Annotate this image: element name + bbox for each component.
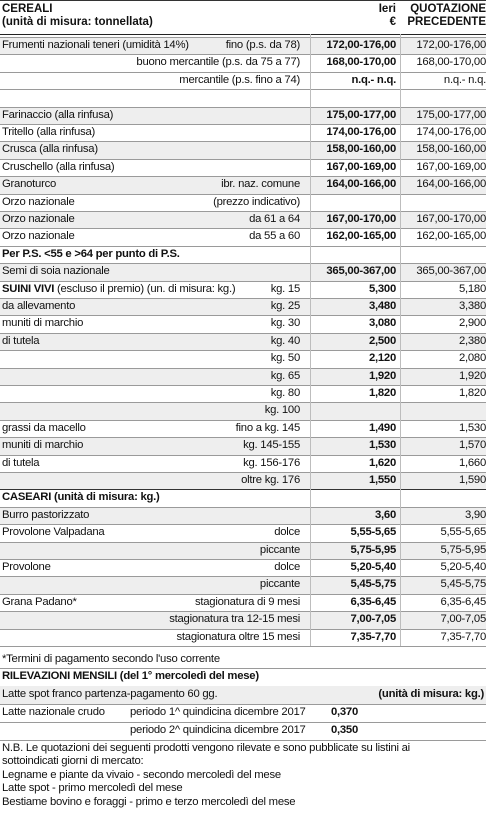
row-prec-value: 174,00-176,00 bbox=[416, 126, 486, 138]
row-prec-value: 175,00-177,00 bbox=[416, 108, 486, 121]
table-row bbox=[0, 107, 486, 125]
row-product: muniti di marchio bbox=[2, 439, 84, 452]
row-rule bbox=[0, 281, 486, 282]
table-row bbox=[0, 263, 486, 281]
monthly-unit: (unità di misura: kg.) bbox=[378, 688, 484, 700]
row-rule bbox=[0, 37, 486, 38]
table-row bbox=[0, 54, 486, 72]
table-row bbox=[0, 159, 486, 177]
row-spec: stagionatura oltre 15 mesi bbox=[176, 630, 300, 643]
row-product: Cruschello (alla rinfusa) bbox=[2, 160, 115, 173]
row-product: Grana Padano* bbox=[2, 595, 77, 608]
monthly-row-3 bbox=[0, 722, 486, 740]
row-rule bbox=[0, 524, 486, 525]
row-rule bbox=[0, 141, 486, 142]
row-prec-value: 1,590 bbox=[458, 474, 486, 486]
row-spec: kg. 25 bbox=[270, 300, 300, 312]
row-product: Semi di soia nazionale bbox=[2, 265, 110, 278]
row-rule bbox=[0, 594, 486, 595]
row-spec: (prezzo indicativo) bbox=[213, 195, 300, 208]
row-prec-value: n.q.- n.q. bbox=[443, 73, 486, 86]
row-prec-value bbox=[400, 246, 486, 264]
row-prec-value: 168,00-170,00 bbox=[416, 56, 486, 69]
monthly-value: 0,370 bbox=[330, 706, 358, 718]
row-ieri-value: 365,00-367,00 bbox=[326, 265, 396, 278]
row-product: CASEARI (unità di misura: kg.) bbox=[2, 491, 160, 504]
column-divider bbox=[400, 34, 401, 646]
row-spec: da 61 a 64 bbox=[249, 213, 300, 225]
row-rule bbox=[0, 72, 486, 73]
row-ieri-value bbox=[310, 489, 396, 507]
row-spec: oltre kg. 176 bbox=[241, 474, 300, 486]
row-rule bbox=[0, 107, 486, 108]
row-prec-value: 162,00-165,00 bbox=[416, 230, 486, 243]
row-rule bbox=[0, 246, 486, 247]
row-ieri-value: 168,00-170,00 bbox=[326, 56, 396, 69]
row-rule bbox=[0, 507, 486, 508]
row-spec: kg. 40 bbox=[270, 334, 300, 347]
row-product: Crusca (alla rinfusa) bbox=[2, 143, 98, 156]
table-row bbox=[0, 385, 486, 403]
row-spec: kg. 15 bbox=[270, 282, 300, 295]
row-rule bbox=[0, 542, 486, 543]
row-ieri-value bbox=[310, 246, 396, 264]
monthly-title-row bbox=[0, 668, 486, 686]
footnote-terms bbox=[0, 651, 486, 669]
top-rule bbox=[0, 0, 486, 1]
table-row bbox=[0, 576, 486, 594]
table-row bbox=[0, 333, 486, 351]
table-row bbox=[0, 211, 486, 229]
table-row bbox=[0, 246, 486, 264]
rule bbox=[0, 740, 486, 741]
row-prec-value: 167,00-170,00 bbox=[416, 213, 486, 225]
row-prec-value: 2,900 bbox=[458, 317, 486, 330]
table-row bbox=[0, 542, 486, 560]
row-product: Orzo nazionale bbox=[2, 213, 75, 225]
row-prec-value: 7,35-7,70 bbox=[440, 630, 486, 643]
row-prec-value: 1,820 bbox=[458, 387, 486, 399]
row-product: Tritello (alla rinfusa) bbox=[2, 126, 96, 138]
table-row bbox=[0, 124, 486, 142]
col-ieri-currency: € bbox=[389, 16, 396, 28]
table-row bbox=[0, 281, 486, 299]
table-row bbox=[0, 455, 486, 473]
row-rule bbox=[0, 402, 486, 403]
row-prec-value: 3,380 bbox=[458, 300, 486, 312]
column-divider bbox=[310, 34, 311, 646]
row-spec: kg. 50 bbox=[270, 352, 300, 365]
row-spec: buono mercantile (p.s. da 75 a 77) bbox=[136, 56, 300, 69]
table-row bbox=[0, 350, 486, 368]
row-ieri-value: 175,00-177,00 bbox=[326, 108, 396, 121]
col-ieri-label: Ieri bbox=[378, 3, 396, 15]
row-product: da allevamento bbox=[2, 300, 76, 312]
footnote-text: *Termini di pagamento secondo l'uso corrente bbox=[2, 653, 220, 665]
table-row bbox=[0, 524, 486, 542]
row-ieri-value bbox=[310, 194, 396, 212]
row-rule bbox=[0, 472, 486, 473]
row-prec-value: 5,20-5,40 bbox=[440, 561, 486, 573]
table-row bbox=[0, 141, 486, 159]
row-prec-value: 6,35-6,45 bbox=[440, 595, 486, 608]
row-spec: piccante bbox=[259, 543, 300, 556]
row-rule bbox=[0, 211, 486, 212]
row-prec-value: 1,570 bbox=[458, 439, 486, 452]
row-ieri-value: 1,550 bbox=[368, 474, 396, 486]
row-ieri-value: 158,00-160,00 bbox=[326, 143, 396, 156]
row-rule bbox=[0, 455, 486, 456]
row-product: Burro pastorizzato bbox=[2, 508, 90, 521]
row-rule bbox=[0, 629, 486, 630]
row-ieri-value: 3,480 bbox=[368, 300, 396, 312]
monthly-period: periodo 1^ quindicina dicembre 2017 bbox=[130, 706, 306, 718]
row-ieri-value: 1,490 bbox=[368, 421, 396, 434]
row-product: Provolone bbox=[2, 561, 51, 573]
row-ieri-value: 6,35-6,45 bbox=[350, 595, 396, 608]
row-prec-value: 365,00-367,00 bbox=[416, 265, 486, 278]
row-spec: ibr. naz. comune bbox=[221, 178, 300, 191]
row-prec-value: 1,920 bbox=[458, 369, 486, 382]
row-rule bbox=[0, 611, 486, 612]
row-product: Orzo nazionale bbox=[2, 230, 75, 243]
row-prec-value: 172,00-176,00 bbox=[416, 39, 486, 51]
row-ieri-value: 162,00-165,00 bbox=[326, 230, 396, 243]
row-ieri-value: n.q.- n.q. bbox=[351, 73, 396, 86]
col-prec-header bbox=[400, 3, 486, 29]
row-prec-value: 5,75-5,95 bbox=[440, 543, 486, 556]
header-rule bbox=[0, 34, 486, 35]
row-product: Orzo nazionale bbox=[2, 195, 75, 208]
row-prec-value bbox=[400, 489, 486, 507]
row-prec-value: 158,00-160,00 bbox=[416, 143, 486, 156]
row-product: grassi da macello bbox=[2, 421, 86, 434]
row-product: Per P.S. <55 e >64 per punto di P.S. bbox=[2, 247, 180, 260]
table-row bbox=[0, 507, 486, 525]
row-rule bbox=[0, 576, 486, 577]
section-label: SUINI VIVI bbox=[2, 282, 55, 295]
row-ieri-value: 3,080 bbox=[368, 317, 396, 330]
row-rule bbox=[0, 420, 486, 421]
row-rule bbox=[0, 333, 486, 334]
table-row bbox=[0, 89, 486, 107]
row-prec-value: 164,00-166,00 bbox=[416, 178, 486, 191]
row-rule bbox=[0, 489, 486, 490]
row-spec: dolce bbox=[274, 526, 300, 539]
row-product: Frumenti nazionali teneri (umidità 14%) bbox=[2, 39, 189, 51]
row-rule bbox=[0, 194, 486, 195]
row-ieri-value: 2,120 bbox=[368, 352, 396, 365]
row-product: Provolone Valpadana bbox=[2, 526, 105, 539]
row-ieri-value bbox=[310, 89, 396, 107]
row-ieri-value: 5,45-5,75 bbox=[350, 578, 396, 591]
notes-block bbox=[2, 742, 486, 809]
row-product: di tutela bbox=[2, 456, 40, 469]
row-prec-value: 167,00-169,00 bbox=[416, 160, 486, 173]
row-ieri-value: 1,820 bbox=[368, 387, 396, 399]
monthly-value: 0,350 bbox=[330, 724, 358, 736]
row-prec-value: 1,530 bbox=[458, 421, 486, 434]
row-ieri-value: 3,60 bbox=[375, 508, 396, 521]
row-rule bbox=[0, 124, 486, 125]
row-spec: dolce bbox=[274, 561, 300, 573]
row-rule bbox=[0, 385, 486, 386]
row-rule bbox=[0, 368, 486, 369]
row-rule bbox=[0, 559, 486, 560]
row-product: Granoturco bbox=[2, 178, 57, 191]
monthly-title: RILEVAZIONI MENSILI (del 1° mercoledì del mese) bbox=[2, 670, 259, 682]
table-row bbox=[0, 298, 486, 316]
row-ieri-value: 172,00-176,00 bbox=[326, 39, 396, 51]
row-rule bbox=[0, 298, 486, 299]
table-row bbox=[0, 594, 486, 612]
row-rule bbox=[0, 437, 486, 438]
table-row bbox=[0, 37, 486, 55]
row-ieri-value: 5,55-5,65 bbox=[350, 526, 396, 539]
row-product: Farinaccio (alla rinfusa) bbox=[2, 108, 114, 121]
row-ieri-value: 167,00-169,00 bbox=[326, 160, 396, 173]
row-spec: kg. 145-155 bbox=[243, 439, 300, 452]
row-spec: fino (p.s. da 78) bbox=[225, 39, 300, 51]
row-ieri-value bbox=[310, 402, 396, 420]
table-row bbox=[0, 472, 486, 490]
row-ieri-value: 174,00-176,00 bbox=[326, 126, 396, 138]
row-rule bbox=[0, 176, 486, 177]
row-product: muniti di marchio bbox=[2, 317, 84, 330]
row-spec: kg. 80 bbox=[270, 387, 300, 399]
col-ieri-header bbox=[356, 3, 396, 29]
row-ieri-value: 167,00-170,00 bbox=[326, 213, 396, 225]
col-prec-label-2: PRECEDENTE bbox=[407, 16, 486, 28]
row-spec: kg. 100 bbox=[264, 404, 300, 417]
note-line: Legname e piante da vivaio - secondo mercoledì del mese bbox=[2, 768, 281, 781]
table-row bbox=[0, 194, 486, 212]
row-rule bbox=[0, 228, 486, 229]
unit-caption: (unità di misura: tonnellata) bbox=[2, 16, 153, 28]
row-rule bbox=[0, 263, 486, 264]
monthly-row-name: Latte spot franco partenza-pagamento 60 gg. bbox=[2, 688, 218, 700]
row-ieri-value: 1,530 bbox=[368, 439, 396, 452]
note-line: Bestiame bovino e foraggi - primo e terzo mercoledì del mese bbox=[2, 795, 296, 808]
row-ieri-value: 7,00-7,05 bbox=[350, 613, 396, 626]
row-prec-value bbox=[400, 194, 486, 212]
row-rule bbox=[0, 315, 486, 316]
note-line: N.B. Le quotazioni dei seguenti prodotti vengono rilevate e sono pubblicate su listini ai bbox=[2, 742, 410, 754]
section-title: CEREALI bbox=[2, 3, 53, 15]
monthly-period: periodo 2^ quindicina dicembre 2017 bbox=[130, 724, 306, 736]
row-ieri-value: 7,35-7,70 bbox=[350, 630, 396, 643]
row-spec: fino a kg. 145 bbox=[235, 421, 300, 434]
table-row bbox=[0, 489, 486, 507]
table-row bbox=[0, 611, 486, 629]
row-ieri-value: 5,20-5,40 bbox=[350, 561, 396, 573]
table-row bbox=[0, 368, 486, 386]
note-line: sottoindicati giorni di mercato: bbox=[2, 755, 144, 768]
note-line: Latte spot - primo mercoledì del mese bbox=[2, 782, 183, 795]
monthly-row-2 bbox=[0, 704, 486, 722]
table-row bbox=[0, 629, 486, 647]
row-ieri-value: 1,620 bbox=[368, 456, 396, 469]
monthly-row-name: Latte nazionale crudo bbox=[2, 706, 105, 718]
table-row bbox=[0, 420, 486, 438]
row-spec: piccante bbox=[259, 578, 300, 591]
monthly-row-1 bbox=[0, 686, 486, 704]
row-rule bbox=[0, 54, 486, 55]
row-ieri-value: 1,920 bbox=[368, 369, 396, 382]
row-prec-value bbox=[400, 89, 486, 107]
row-prec-value: 1,660 bbox=[458, 456, 486, 469]
row-rule bbox=[0, 646, 486, 647]
row-ieri-value: 5,75-5,95 bbox=[350, 543, 396, 556]
table-row bbox=[0, 176, 486, 194]
row-product: SUINI VIVI (escluso il premio) (un. di misura: kg.) bbox=[2, 282, 236, 295]
table-row bbox=[0, 437, 486, 455]
row-prec-value: 5,55-5,65 bbox=[440, 526, 486, 539]
row-prec-value: 3,90 bbox=[465, 508, 486, 521]
row-ieri-value: 2,500 bbox=[368, 334, 396, 347]
row-spec: kg. 156-176 bbox=[243, 456, 300, 469]
table-row bbox=[0, 559, 486, 577]
col-prec-label-1: QUOTAZIONE bbox=[410, 3, 486, 15]
row-rule bbox=[0, 89, 486, 90]
row-spec: kg. 65 bbox=[270, 369, 300, 382]
row-prec-value bbox=[400, 402, 486, 420]
row-prec-value: 7,00-7,05 bbox=[440, 613, 486, 626]
cereali-title bbox=[2, 3, 153, 29]
row-product: di tutela bbox=[2, 334, 40, 347]
row-prec-value: 2,080 bbox=[458, 352, 486, 365]
row-spec: stagionatura tra 12-15 mesi bbox=[169, 613, 300, 626]
row-prec-value: 5,180 bbox=[458, 282, 486, 295]
row-ieri-value: 164,00-166,00 bbox=[326, 178, 396, 191]
row-prec-value: 2,380 bbox=[458, 334, 486, 347]
table-row bbox=[0, 72, 486, 90]
row-spec: mercantile (p.s. fino a 74) bbox=[179, 73, 300, 86]
table-row bbox=[0, 315, 486, 333]
row-spec: stagionatura di 9 mesi bbox=[194, 595, 300, 608]
row-spec: kg. 30 bbox=[270, 317, 300, 330]
row-prec-value: 5,45-5,75 bbox=[440, 578, 486, 591]
row-ieri-value: 5,300 bbox=[368, 282, 396, 295]
row-spec: da 55 a 60 bbox=[249, 230, 300, 243]
table-row bbox=[0, 402, 486, 420]
row-rule bbox=[0, 159, 486, 160]
table-row bbox=[0, 228, 486, 246]
row-rule bbox=[0, 350, 486, 351]
